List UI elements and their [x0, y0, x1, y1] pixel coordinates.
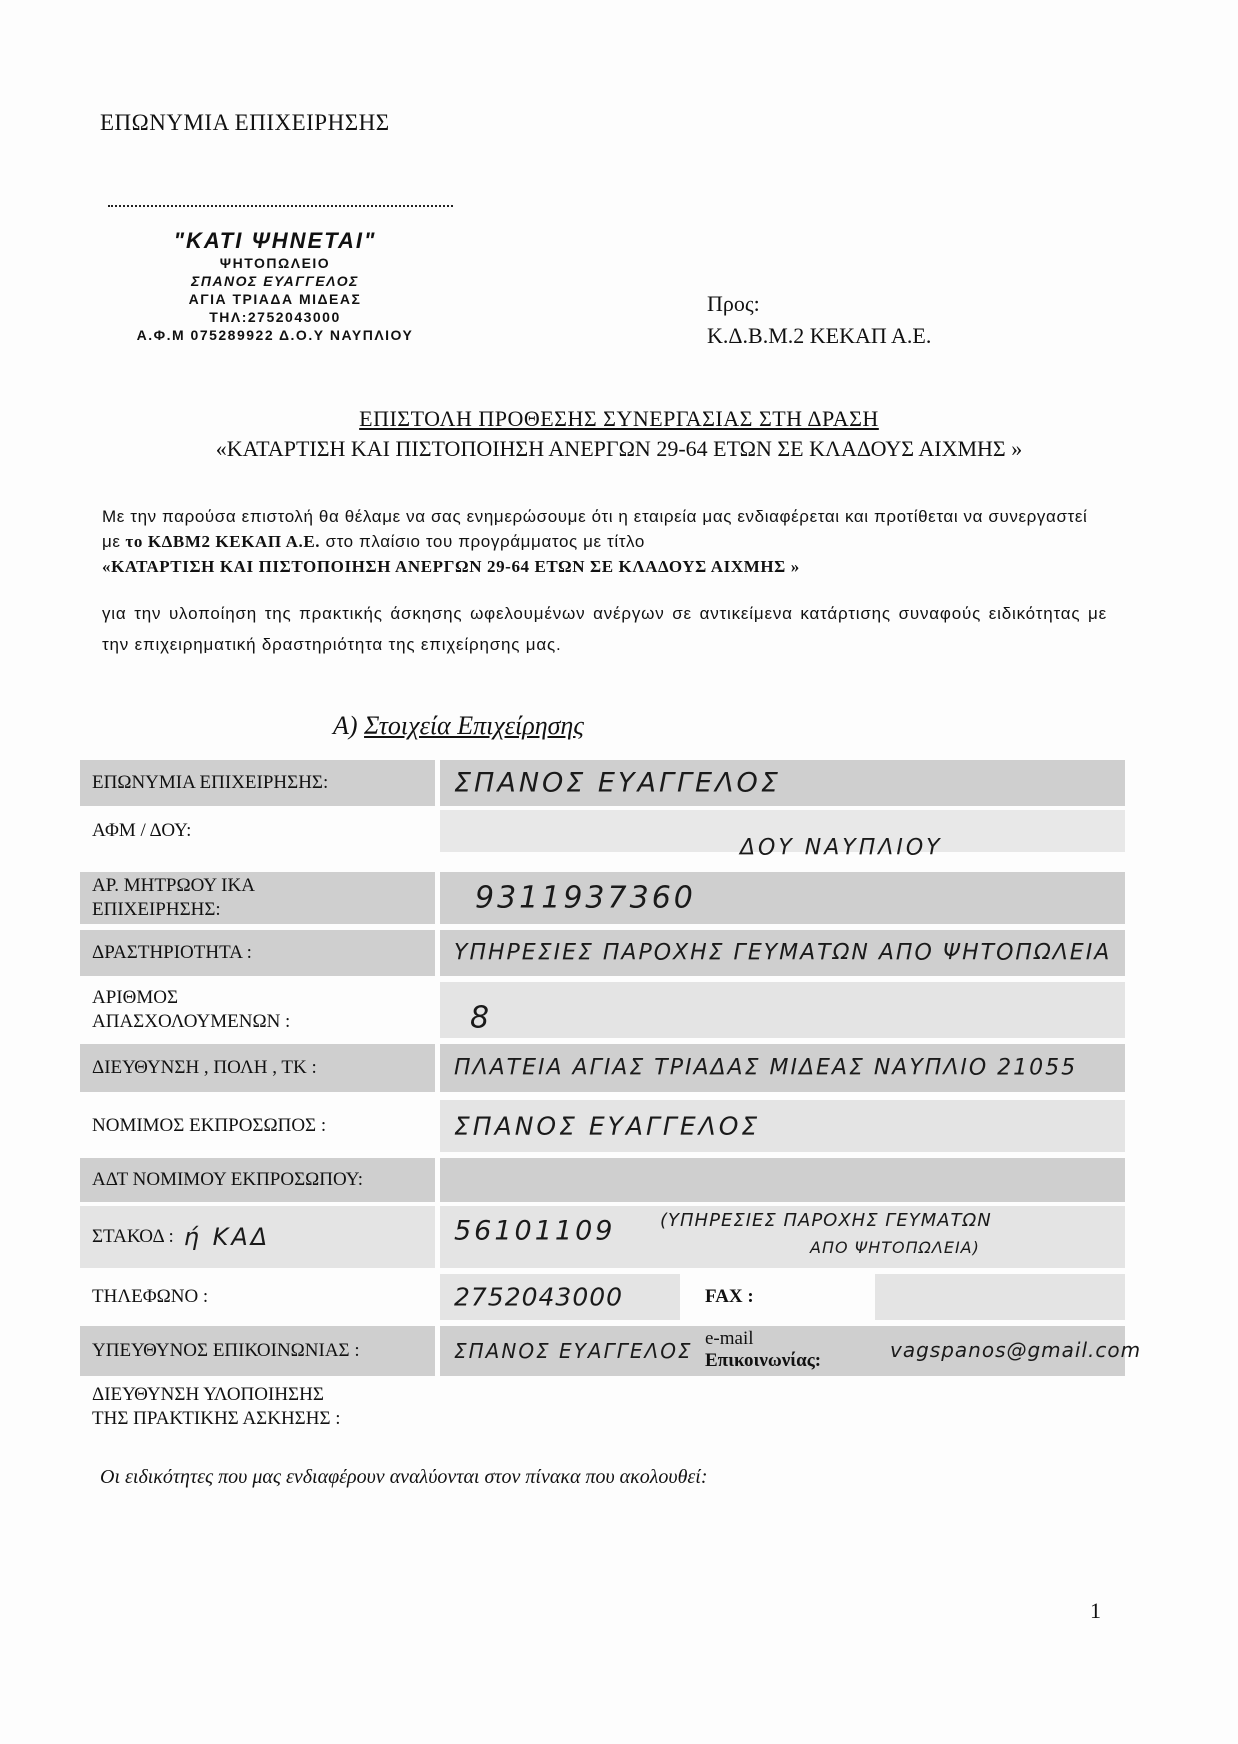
legal-rep-field[interactable] [440, 1100, 1125, 1152]
afm-value: ΔΟΥ ΝΑΥΠΛΙΟΥ [740, 835, 943, 861]
stakod-label [80, 1206, 435, 1268]
stamp-type: ΨΗΤΟΠΩΛΕΙΟ [219, 255, 331, 271]
afm-field[interactable] [440, 810, 1125, 861]
phone-label: ΤΗΛΕΦΩΝΟ : [92, 1286, 209, 1307]
form-row-stakod [80, 1206, 1125, 1268]
form-row-afm [80, 810, 1125, 861]
employees-label-line-2: ΑΠΑΣΧΟΛΟΥΜΕΝΩΝ : [92, 1011, 291, 1032]
intro-bold-2: «ΚΑΤΑΡΤΙΣΗ ΚΑΙ ΠΙΣΤΟΠΟΙΗΣΗ ΑΝΕΡΓΩΝ 29-64 ΕΤΩΝ ΣΕ ΚΛΑΔΟΥΣ ΑΙΧΜΗΣ » [102, 557, 800, 576]
id-label: ΑΔΤ ΝΟΜΙΜΟΥ ΕΚΠΡΟΣΩΠΟΥ: [80, 1158, 435, 1202]
recipient-block [707, 288, 931, 352]
intro-text-1: Με την παρούσα επιστολή θα θέλαμε να σας ενημερώσουμε ότι η εταιρεία μας ενδιαφέρεται και προτίθεται να συνεργαστεί με [102, 507, 1088, 551]
section-a-heading [333, 711, 584, 741]
form-row-activity [80, 930, 1125, 976]
contact-label: ΥΠΕΥΘΥΝΟΣ ΕΠΙΚΟΙΝΩΝΙΑΣ : [80, 1326, 435, 1376]
employees-field[interactable] [440, 982, 1125, 1038]
form-row-legal-rep [80, 1100, 1125, 1152]
stamp-phone: ΤΗΛ:2752043000 [209, 309, 341, 325]
form-row-phone [80, 1274, 1125, 1320]
company-stamp [130, 228, 420, 344]
afm-label: ΑΦΜ / ΔΟΥ: [92, 820, 192, 841]
stakod-label-text: ΣΤΑΚΟΔ : [92, 1226, 174, 1247]
employees-value: 8 [470, 1000, 493, 1036]
ika-label-line-2: ΕΠΙΧΕΙΡΗΣΗΣ: [92, 899, 221, 920]
form-row-company-name [80, 760, 1125, 806]
form-row-address [80, 1044, 1125, 1092]
stamp-owner: ΣΠΑΝΟΣ ΕΥΑΓΓΕΛΟΣ [191, 273, 359, 289]
ika-label [80, 872, 435, 924]
implementation-address-label-line-1: ΔΙΕΥΘΥΝΣΗ ΥΛΟΠΟΙΗΣΗΣ [92, 1384, 324, 1405]
implementation-address-label [80, 1380, 480, 1434]
form-row-implementation-address [80, 1380, 1125, 1434]
legal-rep-value: ΣΠΑΝΟΣ ΕΥΑΓΓΕΛΟΣ [454, 1111, 761, 1141]
activity-field[interactable] [440, 930, 1125, 976]
stakod-field[interactable] [440, 1206, 1125, 1268]
legal-rep-label: ΝΟΜΙΜΟΣ ΕΚΠΡΟΣΩΠΟΣ : [92, 1115, 327, 1136]
employees-label-line-1: ΑΡΙΘΜΟΣ [92, 987, 179, 1008]
page-number: 1 [1090, 1598, 1101, 1623]
intro-text-2: στο πλαίσιο του προγράμματος με τίτλο [320, 532, 645, 551]
stakod-label-handwritten: ή ΚΑΔ [183, 1223, 271, 1251]
section-a-prefix: Α) [333, 711, 365, 740]
contact-value: ΣΠΑΝΟΣ ΕΥΑΓΓΕΛΟΣ [454, 1339, 693, 1363]
stamp-name: "ΚΑΤΙ ΨΗΝΕΤΑΙ" [173, 228, 377, 253]
company-name-heading: ΕΠΩΝΥΜΙΑ ΕΠΙΧΕΙΡΗΣΗΣ [100, 110, 390, 135]
section-a-title: Στοιχεία Επιχείρησης [364, 711, 584, 740]
stakod-description-line-1: (ΥΠΗΡΕΣΙΕΣ ΠΑΡΟΧΗΣ ΓΕΥΜΑΤΩΝ [660, 1210, 992, 1231]
fax-label: FAX : [705, 1286, 754, 1307]
stakod-description-line-2: ΑΠΟ ΨΗΤΟΠΩΛΕΙΑ) [810, 1238, 980, 1257]
activity-value: ΥΠΗΡΕΣΙΕΣ ΠΑΡΟΧΗΣ ΓΕΥΜΑΤΩΝ ΑΠΟ ΨΗΤΟΠΩΛΕΙΑ [454, 940, 1112, 966]
ika-label-line-1: ΑΡ. ΜΗΤΡΩΟΥ ΙΚΑ [92, 875, 255, 896]
stakod-value: 56101109 [454, 1215, 616, 1247]
form-row-id [80, 1158, 1125, 1202]
recipient-value: Κ.Δ.Β.Μ.2 ΚΕΚΑΠ Α.Ε. [707, 323, 932, 348]
email-label-line-2: Επικοινωνίας: [705, 1350, 822, 1371]
id-field[interactable] [440, 1158, 1125, 1202]
form-row-ika [80, 872, 1125, 924]
form-row-employees [80, 982, 1125, 1038]
email-label-line-1: e-mail [705, 1328, 754, 1349]
address-label: ΔΙΕΥΘΥΝΣΗ , ΠΟΛΗ , ΤΚ : [80, 1044, 435, 1092]
letter-title [0, 404, 1238, 464]
form-row-contact [80, 1326, 1142, 1376]
ika-field[interactable] [440, 872, 1125, 924]
email-label [705, 1328, 821, 1372]
intro-paragraph [102, 504, 1107, 579]
company-name-label: ΕΠΩΝΥΜΙΑ ΕΠΙΧΕΙΡΗΣΗΣ: [80, 760, 435, 806]
employees-label [80, 982, 435, 1038]
letter-title-line-2: «ΚΑΤΑΡΤΙΣΗ ΚΑΙ ΠΙΣΤΟΠΟΙΗΣΗ ΑΝΕΡΓΩΝ 29-64 ΕΤΩΝ ΣΕ ΚΛΑΔΟΥΣ ΑΙΧΜΗΣ » [215, 436, 1023, 461]
intro-bold-1: το ΚΔΒΜ2 ΚΕΚΑΠ Α.Ε. [120, 532, 321, 551]
letter-title-line-1: ΕΠΙΣΤΟΛΗ ΠΡΟΘΕΣΗΣ ΣΥΝΕΡΓΑΣΙΑΣ ΣΤΗ ΔΡΑΣΗ [359, 406, 879, 431]
activity-label: ΔΡΑΣΤΗΡΙΟΤΗΤΑ : [80, 930, 435, 976]
phone-field[interactable] [440, 1274, 680, 1320]
address-value: ΠΛΑΤΕΙΑ ΑΓΙΑΣ ΤΡΙΑΔΑΣ ΜΙΔΕΑΣ ΝΑΥΠΛΙΟ 21055 [454, 1055, 1078, 1081]
stamp-tax: Α.Φ.Μ 075289922 Δ.Ο.Υ ΝΑΥΠΛΙΟΥ [136, 327, 414, 343]
recipient-label: Προς: [707, 291, 760, 316]
address-field[interactable] [440, 1044, 1125, 1092]
company-name-field[interactable] [440, 760, 1125, 806]
phone-value: 2752043000 [454, 1282, 624, 1312]
intro-paragraph-2: για την υλοποίηση της πρακτικής άσκησης ωφελουμένων ανέργων σε αντικείμενα κατάρτισης συναφούς ειδικότητας με την επιχειρηματική δραστηριότητα της επιχείρησης μας. [102, 604, 1107, 654]
specialties-note: Οι ειδικότητες που μας ενδιαφέρουν αναλύονται στον πίνακα που ακολουθεί: [100, 1466, 708, 1488]
stamp-address: ΑΓΙΑ ΤΡΙΑΔΑ ΜΙΔΕΑΣ [188, 291, 362, 307]
fax-field[interactable] [875, 1274, 1125, 1320]
company-name-value: ΣΠΑΝΟΣ ΕΥΑΓΓΕΛΟΣ [454, 767, 781, 799]
email-value[interactable]: vagspanos@gmail.com [890, 1338, 1142, 1362]
company-name-dotted-line [108, 205, 453, 207]
ika-value: 9311937360 [475, 880, 696, 916]
implementation-address-label-line-2: ΤΗΣ ΠΡΑΚΤΙΚΗΣ ΑΣΚΗΣΗΣ : [92, 1408, 341, 1429]
